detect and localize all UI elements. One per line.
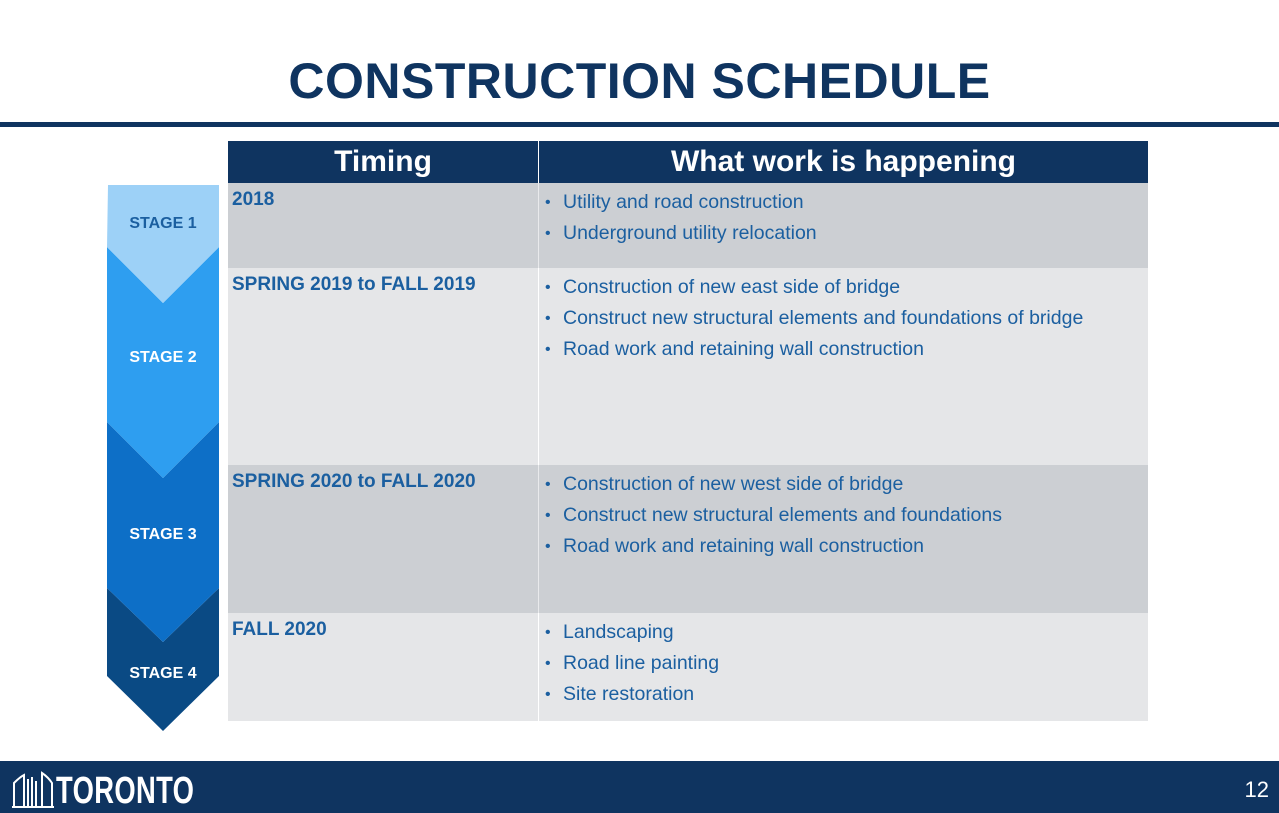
stage-2-label: STAGE 2 (129, 349, 197, 366)
work-cell (539, 465, 1149, 613)
work-item: • Road work and retaining wall construction (543, 334, 1142, 365)
work-item: • Underground utility relocation (543, 218, 1142, 249)
page-number: 12 (1244, 777, 1269, 802)
work-cell (539, 183, 1149, 268)
city-hall-logo-icon (12, 769, 56, 809)
work-cell (539, 268, 1149, 465)
table-row (228, 268, 1148, 465)
work-item: • Site restoration (543, 679, 1142, 710)
stage-1-label: STAGE 1 (129, 215, 197, 232)
table-row (228, 183, 1148, 268)
timing-cell: FALL 2020 (228, 613, 539, 721)
table-header-row (228, 141, 1148, 183)
work-item: • Construction of new east side of bridge (543, 272, 1142, 303)
footer-bar (0, 761, 1279, 813)
work-item: • Construct new structural elements and foundations (543, 500, 1142, 531)
work-list (543, 617, 1142, 710)
schedule-table (228, 141, 1148, 721)
table-row (228, 465, 1148, 613)
work-item: • Construct new structural elements and foundations of bridge (543, 303, 1142, 334)
work-list (543, 272, 1142, 365)
timing-cell: 2018 (228, 183, 539, 268)
work-item: • Road line painting (543, 648, 1142, 679)
logo-wordmark: TORONTO (56, 770, 195, 812)
stage-chevrons (0, 0, 240, 760)
work-item: • Landscaping (543, 617, 1142, 648)
work-column-header: What work is happening (539, 141, 1149, 183)
timing-column-header: Timing (228, 141, 539, 183)
work-list (543, 469, 1142, 562)
work-item: • Road work and retaining wall construction (543, 531, 1142, 562)
table-row (228, 613, 1148, 721)
timing-cell: SPRING 2020 to FALL 2020 (228, 465, 539, 613)
work-item: • Construction of new west side of bridge (543, 469, 1142, 500)
work-list (543, 187, 1142, 249)
timing-cell: SPRING 2019 to FALL 2019 (228, 268, 539, 465)
work-item: • Utility and road construction (543, 187, 1142, 218)
stage-4-label: STAGE 4 (129, 665, 197, 682)
stage-3-label: STAGE 3 (129, 526, 197, 543)
page-title: CONSTRUCTION SCHEDULE (288, 53, 991, 109)
work-cell (539, 613, 1149, 721)
